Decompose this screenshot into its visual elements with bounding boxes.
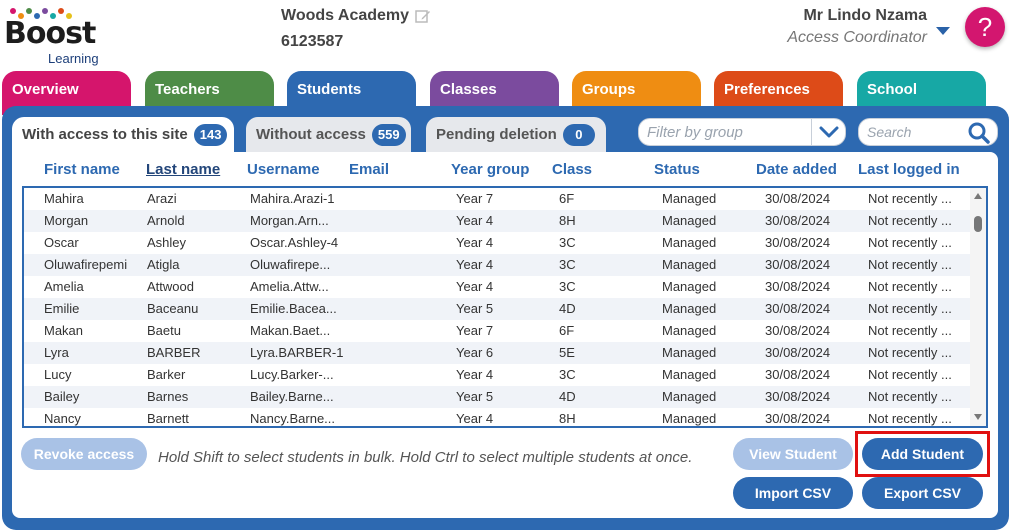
col-date-added[interactable]: Date added xyxy=(756,161,837,178)
cell-username: Nancy.Barne... xyxy=(250,411,336,426)
table-row[interactable] xyxy=(24,188,972,210)
cell-status: Managed xyxy=(662,389,717,404)
cell-last-logged-in: Not recently ... xyxy=(868,279,952,294)
boost-learning-logo xyxy=(4,4,114,66)
tab-overview[interactable]: Overview xyxy=(2,71,131,115)
cell-username: Oluwafirepe... xyxy=(250,257,331,272)
col-first-name[interactable]: First name xyxy=(44,161,120,178)
tab-school[interactable]: School xyxy=(857,71,986,115)
cell-last-name: Barnes xyxy=(147,389,189,404)
logo-dot xyxy=(26,8,32,14)
tab-groups[interactable]: Groups xyxy=(572,71,701,115)
cell-year-group: Year 4 xyxy=(456,235,494,250)
cell-first-name: Morgan xyxy=(44,213,89,228)
cell-last-name: Arnold xyxy=(147,213,185,228)
cell-date-added: 30/08/2024 xyxy=(765,191,831,206)
cell-date-added: 30/08/2024 xyxy=(765,257,831,272)
revoke-access-button[interactable]: Revoke access xyxy=(21,438,147,470)
cell-last-name: Arazi xyxy=(147,191,177,206)
cell-last-logged-in: Not recently ... xyxy=(868,301,952,316)
cell-last-logged-in: Not recently ... xyxy=(868,389,952,404)
actions-footer xyxy=(12,428,998,518)
cell-status: Managed xyxy=(662,257,717,272)
cell-first-name: Makan xyxy=(44,323,84,338)
cell-year-group: Year 5 xyxy=(456,301,494,316)
selection-hint: Hold Shift to select students in bulk. Hold Ctrl to select multiple students at once. xyxy=(158,449,693,466)
import-csv-button[interactable]: Import CSV xyxy=(733,477,853,509)
school-id: 6123587 xyxy=(281,33,344,50)
col-username[interactable]: Username xyxy=(247,161,320,178)
view-student-button[interactable]: View Student xyxy=(733,438,853,470)
cell-status: Managed xyxy=(662,213,717,228)
cell-status: Managed xyxy=(662,279,717,294)
cell-year-group: Year 4 xyxy=(456,213,494,228)
students-table xyxy=(22,186,988,428)
filter-by-group-select[interactable] xyxy=(638,118,846,146)
table-row[interactable] xyxy=(24,254,972,276)
tab-students[interactable]: Students xyxy=(287,71,416,115)
cell-year-group: Year 4 xyxy=(456,411,494,426)
cell-last-name: Baetu xyxy=(147,323,181,338)
cell-date-added: 30/08/2024 xyxy=(765,345,831,360)
table-row[interactable] xyxy=(24,298,972,320)
cell-username: Lucy.Barker-... xyxy=(250,367,334,382)
cell-class: 8H xyxy=(559,411,576,426)
help-button[interactable]: ? xyxy=(965,7,1005,47)
cell-first-name: Amelia xyxy=(44,279,84,294)
cell-last-logged-in: Not recently ... xyxy=(868,257,952,272)
school-info xyxy=(281,7,431,51)
table-row[interactable] xyxy=(24,276,972,298)
cell-year-group: Year 6 xyxy=(456,345,494,360)
user-info[interactable] xyxy=(787,7,927,47)
count-badge: 143 xyxy=(194,124,228,146)
cell-last-name: Atigla xyxy=(147,257,180,272)
cell-status: Managed xyxy=(662,345,717,360)
logo-text: Boost xyxy=(4,16,96,51)
add-student-button[interactable]: Add Student xyxy=(862,438,983,470)
cell-year-group: Year 4 xyxy=(456,257,494,272)
table-row[interactable] xyxy=(24,364,972,386)
col-status[interactable]: Status xyxy=(654,161,700,178)
cell-username: Mahira.Arazi-1 xyxy=(250,191,335,206)
cell-first-name: Lyra xyxy=(44,345,69,360)
cell-class: 3C xyxy=(559,235,576,250)
cell-date-added: 30/08/2024 xyxy=(765,389,831,404)
cell-status: Managed xyxy=(662,323,717,338)
cell-class: 4D xyxy=(559,389,576,404)
cell-last-logged-in: Not recently ... xyxy=(868,411,952,426)
cell-username: Makan.Baet... xyxy=(250,323,331,338)
cell-last-logged-in: Not recently ... xyxy=(868,345,952,360)
cell-last-logged-in: Not recently ... xyxy=(868,213,952,228)
cell-year-group: Year 7 xyxy=(456,191,494,206)
tab-teachers[interactable]: Teachers xyxy=(145,71,274,115)
cell-username: Amelia.Attw... xyxy=(250,279,329,294)
highlight-box xyxy=(855,431,990,477)
cell-username: Bailey.Barne... xyxy=(250,389,334,404)
subtab-with-access[interactable] xyxy=(12,117,234,157)
cell-username: Emilie.Bacea... xyxy=(250,301,337,316)
cell-last-name: Baceanu xyxy=(147,301,199,316)
subtab-without-access[interactable] xyxy=(246,117,411,153)
cell-first-name: Oluwafirepemi xyxy=(44,257,128,272)
cell-last-name: Attwood xyxy=(147,279,194,294)
cell-last-name: Barnett xyxy=(147,411,189,426)
cell-class: 6F xyxy=(559,191,575,206)
user-name: Mr Lindo Nzama xyxy=(803,7,927,24)
cell-date-added: 30/08/2024 xyxy=(765,279,831,294)
subtab-label: Without access xyxy=(256,126,366,143)
school-name: Woods Academy xyxy=(281,7,410,24)
cell-class: 3C xyxy=(559,257,576,272)
search-input[interactable] xyxy=(858,118,998,146)
chevron-down-icon xyxy=(812,118,846,146)
table-row[interactable] xyxy=(24,232,972,254)
cell-last-name: Ashley xyxy=(147,235,187,250)
cell-class: 3C xyxy=(559,279,576,294)
chevron-down-icon[interactable] xyxy=(936,27,950,35)
cell-status: Managed xyxy=(662,191,717,206)
subtab-label: With access to this site xyxy=(22,126,188,143)
cell-first-name: Lucy xyxy=(44,367,72,382)
cell-year-group: Year 5 xyxy=(456,389,494,404)
col-email[interactable]: Email xyxy=(349,161,390,178)
cell-date-added: 30/08/2024 xyxy=(765,323,831,338)
filter-placeholder: Filter by group xyxy=(647,124,743,141)
cell-last-name: BARBER xyxy=(147,345,201,360)
logo-dot xyxy=(10,8,16,14)
table-row[interactable] xyxy=(24,386,972,408)
cell-username: Oscar.Ashley-4 xyxy=(250,235,339,250)
cell-class: 8H xyxy=(559,213,576,228)
cell-status: Managed xyxy=(662,301,717,316)
col-last-name[interactable]: Last name xyxy=(146,161,221,178)
cell-last-logged-in: Not recently ... xyxy=(868,367,952,382)
tab-preferences[interactable]: Preferences xyxy=(714,71,843,115)
subtab-pending-deletion[interactable] xyxy=(426,117,606,153)
cell-date-added: 30/08/2024 xyxy=(765,411,831,426)
cell-year-group: Year 4 xyxy=(456,279,494,294)
cell-last-logged-in: Not recently ... xyxy=(868,191,952,206)
filter-dropdown-button[interactable] xyxy=(811,118,845,146)
cell-status: Managed xyxy=(662,367,717,382)
table-row[interactable] xyxy=(24,210,972,232)
cell-last-logged-in: Not recently ... xyxy=(868,323,952,338)
cell-class: 4D xyxy=(559,301,576,316)
tab-classes[interactable]: Classes xyxy=(430,71,559,115)
table-row[interactable] xyxy=(24,320,972,342)
cell-status: Managed xyxy=(662,235,717,250)
cell-first-name: Emilie xyxy=(44,301,80,316)
table-header xyxy=(12,152,998,188)
cell-year-group: Year 7 xyxy=(456,323,494,338)
count-badge: 0 xyxy=(563,124,595,146)
cell-year-group: Year 4 xyxy=(456,367,494,382)
logo-dot xyxy=(58,8,64,14)
edit-icon[interactable] xyxy=(415,8,431,24)
scrollbar-thumb[interactable] xyxy=(974,216,982,232)
cell-class: 5E xyxy=(559,345,575,360)
user-role: Access Coordinator xyxy=(787,29,927,46)
cell-first-name: Oscar xyxy=(44,235,79,250)
cell-date-added: 30/08/2024 xyxy=(765,301,831,316)
scroll-down-arrow-icon[interactable] xyxy=(974,414,982,420)
cell-class: 6F xyxy=(559,323,575,338)
subtab-label: Pending deletion xyxy=(436,126,557,143)
cell-first-name: Bailey xyxy=(44,389,80,404)
cell-date-added: 30/08/2024 xyxy=(765,367,831,382)
cell-class: 3C xyxy=(559,367,576,382)
cell-first-name: Mahira xyxy=(44,191,84,206)
table-row[interactable] xyxy=(24,342,972,364)
logo-subtext: Learning xyxy=(48,51,99,66)
cell-username: Morgan.Arn... xyxy=(250,213,329,228)
search-icon[interactable] xyxy=(967,121,991,145)
cell-status: Managed xyxy=(662,411,717,426)
scroll-up-arrow-icon[interactable] xyxy=(974,193,982,199)
cell-first-name: Nancy xyxy=(44,411,81,426)
col-year-group[interactable]: Year group xyxy=(451,161,530,178)
cell-date-added: 30/08/2024 xyxy=(765,213,831,228)
export-csv-button[interactable]: Export CSV xyxy=(862,477,983,509)
cell-last-logged-in: Not recently ... xyxy=(868,235,952,250)
search-placeholder: Search xyxy=(867,124,912,140)
cell-date-added: 30/08/2024 xyxy=(765,235,831,250)
cell-last-name: Barker xyxy=(147,367,186,382)
count-badge: 559 xyxy=(372,124,406,146)
col-last-logged-in[interactable]: Last logged in xyxy=(858,161,960,178)
cell-username: Lyra.BARBER-1 xyxy=(250,345,344,360)
table-row[interactable] xyxy=(24,408,972,428)
logo-dot xyxy=(42,8,48,14)
col-class[interactable]: Class xyxy=(552,161,593,178)
